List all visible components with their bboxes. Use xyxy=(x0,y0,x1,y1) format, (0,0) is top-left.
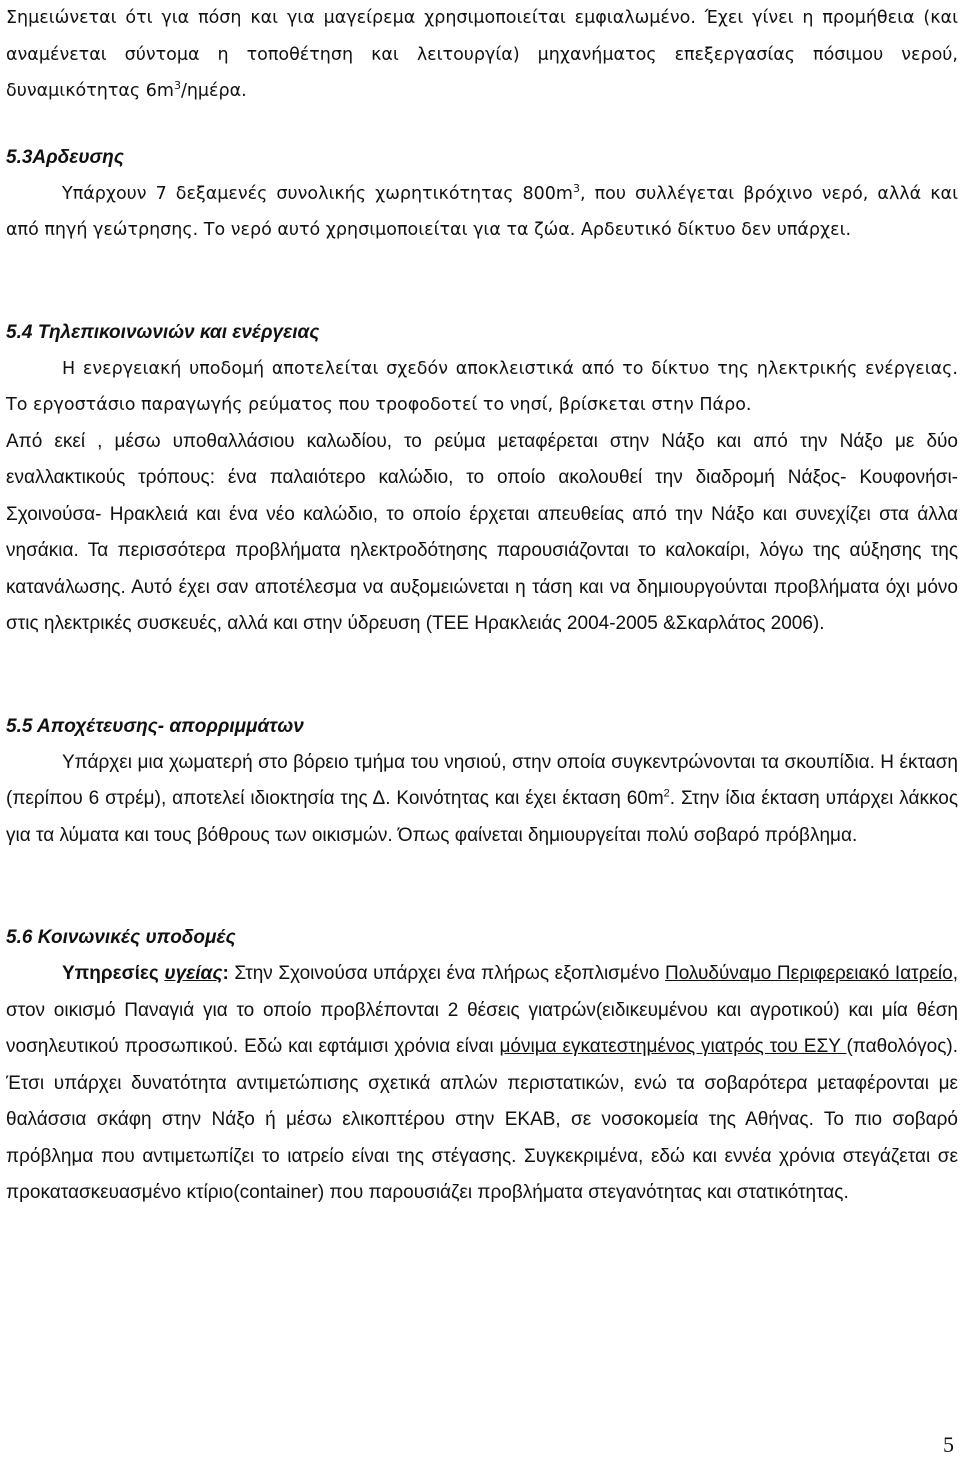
section-5-5-text-b: . Στην ίδια έκταση υπάρχει λάκκος για τα λύματα και τους βόθρους των οικισμών. Όπως φαίνεται δημιουργείται πολύ σοβαρό πρόβλημα. xyxy=(6,788,958,846)
section-5-4-paragraph-2: Από εκεί , μέσω υποθαλλάσιου καλωδίου, το ρεύμα μεταφέρεται στην Νάξο και από την Νάξο με δύο εναλλακτικούς τρόπους: ένα παλαιότερο καλώδιο, το οποίο ακολουθεί την διαδρομή Νάξος- Κουφονήσι-Σχοινούσα- Ηρακλειά και ένα νέο καλώδιο, το οποίο έρχεται απευθείας από την Νάξο και συνεχίζει στα άλλα νησάκια. Τα περισσότερα προβλήματα ηλεκτροδότησης παρουσιάζονται το καλοκαίρι, λόγω της αύξησης της κατανάλωσης. Αυτό έχει σαν αποτέλεσμα να αυξομειώνεται η τάση και να δημιουργούνται προβλήματα όχι μόνο στις ηλεκτρικές συσκευές, αλλά και στην ύδρευση (ΤΕΕ Ηρακλειάς 2004-2005 &Σκαρλάτος 2006). xyxy=(6,430,958,634)
section-5-5-paragraph xyxy=(6,745,958,855)
section-5-3-superscript: 3 xyxy=(572,181,580,195)
health-services-colon: : xyxy=(222,963,229,984)
section-5-5-superscript: 2 xyxy=(663,787,670,800)
polydynamo-iatreio-link[interactable]: Πολυδύναμο Περιφερειακό Ιατρείο xyxy=(665,963,953,984)
section-5-5-title: 5.5 Αποχέτευσης- απορριμμάτων xyxy=(6,715,304,737)
section-5-3-text-a: Υπάρχουν 7 δεξαμενές συνολικής χωρητικότητας 800m xyxy=(62,183,573,204)
section-5-5-text-a: Υπάρχει μια χωματερή στο βόρειο τμήμα του νησιού, στην οποία συγκεντρώνονται τα σκουπίδια. Η έκταση (περίπου 6 στρέμ), αποτελεί ιδιοκτησία της Δ. Κοινότητας και έχει έκταση 60m xyxy=(6,751,958,809)
intro-superscript: 3 xyxy=(173,79,181,93)
section-5-6-text-3: (παθολόγος). Έτσι υπάρχει δυνατότητα αντιμετώπισης σχετικά απλών περιστατικών, ενώ τα σοβαρότερα μεταφέρονται με θαλάσσια σκάφη στην Νάξο ή μέσω ελικοπτέρου στην ΕΚΑΒ, σε νοσοκομεία της Αθήνας. Το πιο σοβαρό πρόβλημα που αντιμετωπίζει το ιατρείο είναι της στέγασης. Συγκεκριμένα, εδώ και εννέα χρόνια στεγάζεται σε προκατασκευασμένο κτίριο(container) που παρουσιάζει προβλήματα στεγανότητας και στατικότητας. xyxy=(6,1036,958,1203)
section-5-3-paragraph xyxy=(6,176,958,249)
health-services-label: Υπηρεσίες xyxy=(62,963,165,984)
health-services-label-emphasis: υγείας xyxy=(164,963,223,984)
section-5-4-title: 5.4 Τηλεπικοινωνιών και ενέργειας xyxy=(6,321,320,343)
esy-doctor-link[interactable]: μόνιμα εγκατεστημένος γιατρός του ΕΣΥ xyxy=(499,1036,847,1057)
section-5-4-paragraph-1: Η ενεργειακή υποδομή αποτελείται σχεδόν αποκλειστικά από το δίκτυο της ηλεκτρικής ενέργειας. Το εργοστάσιο παραγωγής ρεύματος που τροφοδοτεί το νησί, βρίσκεται στην Πάρο. xyxy=(6,358,958,415)
document-page xyxy=(6,0,958,1212)
intro-paragraph xyxy=(6,0,958,110)
section-5-3-text-b: , που συλλέγεται βρόχινο νερό, αλλά και από πηγή γεώτρησης. Το νερό αυτό χρησιμοποιείται για τα ζώα. Αρδευτικό δίκτυο δεν υπάρχει. xyxy=(6,183,959,240)
section-5-3-title: 5.3Αρδευσης xyxy=(6,146,124,168)
section-5-6-text-2: , στον οικισμό Παναγιά για το οποίο προβλέπονται 2 θέσεις γιατρών(ειδικευμένου και αγροτικού) και μία θέση νοσηλευτικού προσωπικού. Εδώ και εφτάμισι χρόνια είναι xyxy=(6,963,958,1057)
intro-tail: /ημέρα. xyxy=(180,81,247,101)
section-5-6-title: 5.6 Κοινωνικές υποδομές xyxy=(6,927,236,948)
intro-text: Σημειώνεται ότι για πόση και για μαγείρεμα χρησιμοποιείται εμφιαλωμένο. Έχει γίνει η προμήθεια (και αναμένεται σύντομα η τοποθέτηση και λειτουργία) μηχανήματος επεξεργασίας πόσιμου νερού, δυναμικότητας 6m xyxy=(6,8,958,101)
section-5-6-paragraph xyxy=(6,956,958,1212)
page-number: 5 xyxy=(943,1432,954,1457)
section-5-6-text-1: Στην Σχοινούσα υπάρχει ένα πλήρως εξοπλισμένο xyxy=(228,963,665,984)
